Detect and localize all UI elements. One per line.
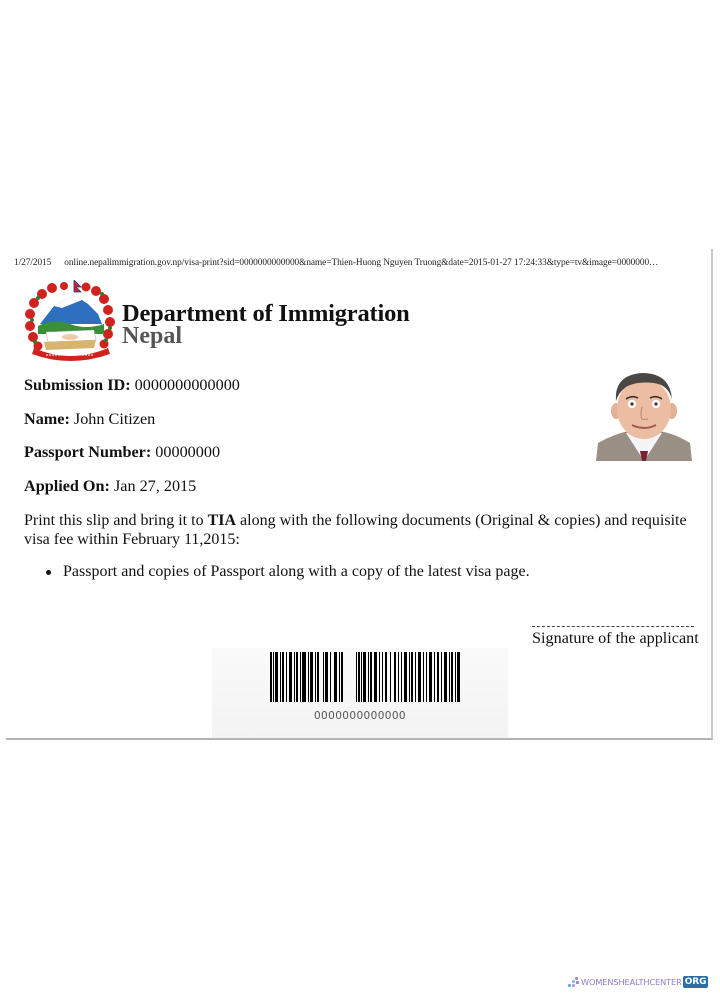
watermark: [566, 973, 708, 991]
field-value: 00000000: [155, 443, 221, 461]
page-title: Department of Immigration: [122, 300, 410, 327]
submission-id-field: [24, 376, 240, 395]
field-value: Jan 27, 2015: [113, 477, 197, 495]
watermark-dots-icon: [566, 975, 580, 989]
required-documents-list: [44, 563, 530, 581]
applicant-photo-icon: [596, 367, 692, 461]
airport-code: TIA: [207, 512, 237, 529]
print-header: [14, 258, 706, 268]
watermark-text: WOMENSHEALTHCENTER: [581, 977, 682, 987]
print-url: online.nepalimmigration.gov.np/visa-print?sid=0000000000000&name=Thien-Huong Nguyen Truong&date=2015-01-27 17:24:33&type=tv&image=0000000…: [64, 258, 659, 268]
passport-number-field: [24, 443, 220, 462]
name-field: [24, 410, 155, 429]
field-label: Passport Number:: [24, 443, 152, 461]
barcode-icon: [270, 652, 460, 702]
field-label: Name:: [24, 410, 70, 428]
page-subtitle: Nepal: [122, 323, 182, 349]
barcode-area: [212, 648, 508, 738]
field-value: John Citizen: [73, 410, 156, 428]
nepal-emblem-icon: [24, 280, 116, 364]
print-date: 1/27/2015: [14, 258, 52, 268]
field-label: Applied On:: [24, 477, 110, 495]
list-item: Passport and copies of Passport along with a copy of the latest visa page.: [44, 563, 530, 581]
signature-label: Signature of the applicant: [532, 629, 699, 647]
barcode-number: 0000000000000: [313, 710, 407, 722]
signature-line: [532, 626, 694, 627]
watermark-badge: ORG: [684, 977, 707, 987]
field-label: Submission ID:: [24, 376, 131, 394]
field-value: 0000000000000: [134, 376, 240, 394]
instructions-text: Print this slip and bring it to TIA along with the following documents (Original & copies) and requisite visa fee within February 11,2015:: [24, 512, 687, 548]
applied-on-field: [24, 477, 196, 496]
